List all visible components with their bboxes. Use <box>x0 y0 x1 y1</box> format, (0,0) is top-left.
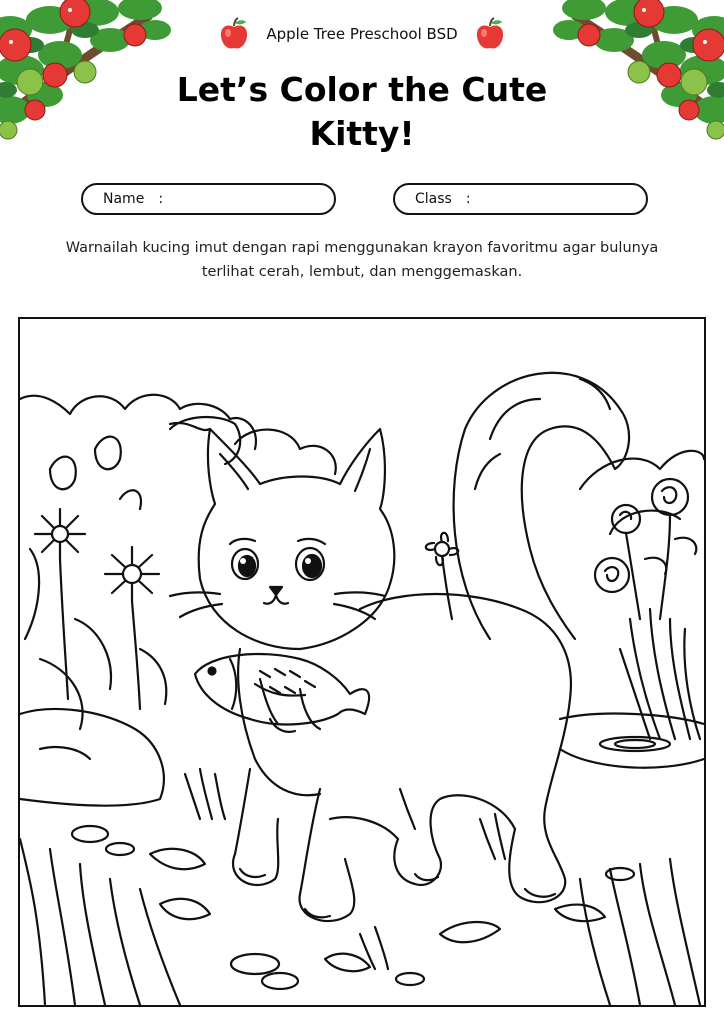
name-field[interactable] <box>81 183 336 215</box>
class-separator: : <box>465 191 471 207</box>
kitty-coloring-illustration <box>20 319 704 1005</box>
rose-flower <box>612 505 640 619</box>
small-flower <box>426 533 458 619</box>
worksheet-title-text: Let’s Color the Cute Kitty! <box>176 70 548 153</box>
daisy-flower <box>105 547 159 709</box>
worksheet-title <box>0 68 724 156</box>
rose-flower <box>652 479 688 619</box>
school-name: Apple Tree Preschool BSD <box>266 25 458 43</box>
instructions-text: Warnailah kucing imut dengan rapi menggunakan krayon favoritmu agar bulunya terlihat cerah, lembut, dan menggemaskan. <box>65 240 659 280</box>
class-field[interactable] <box>393 183 648 215</box>
kitty-eyes <box>232 548 324 580</box>
rose-flower <box>595 558 629 592</box>
name-label: Name <box>103 191 145 207</box>
coloring-picture-frame <box>18 317 706 1007</box>
apple-icon <box>474 17 506 51</box>
class-label: Class <box>415 191 452 207</box>
name-separator: : <box>158 191 164 207</box>
fish <box>195 654 369 732</box>
apple-icon <box>218 17 250 51</box>
school-header <box>0 16 724 52</box>
